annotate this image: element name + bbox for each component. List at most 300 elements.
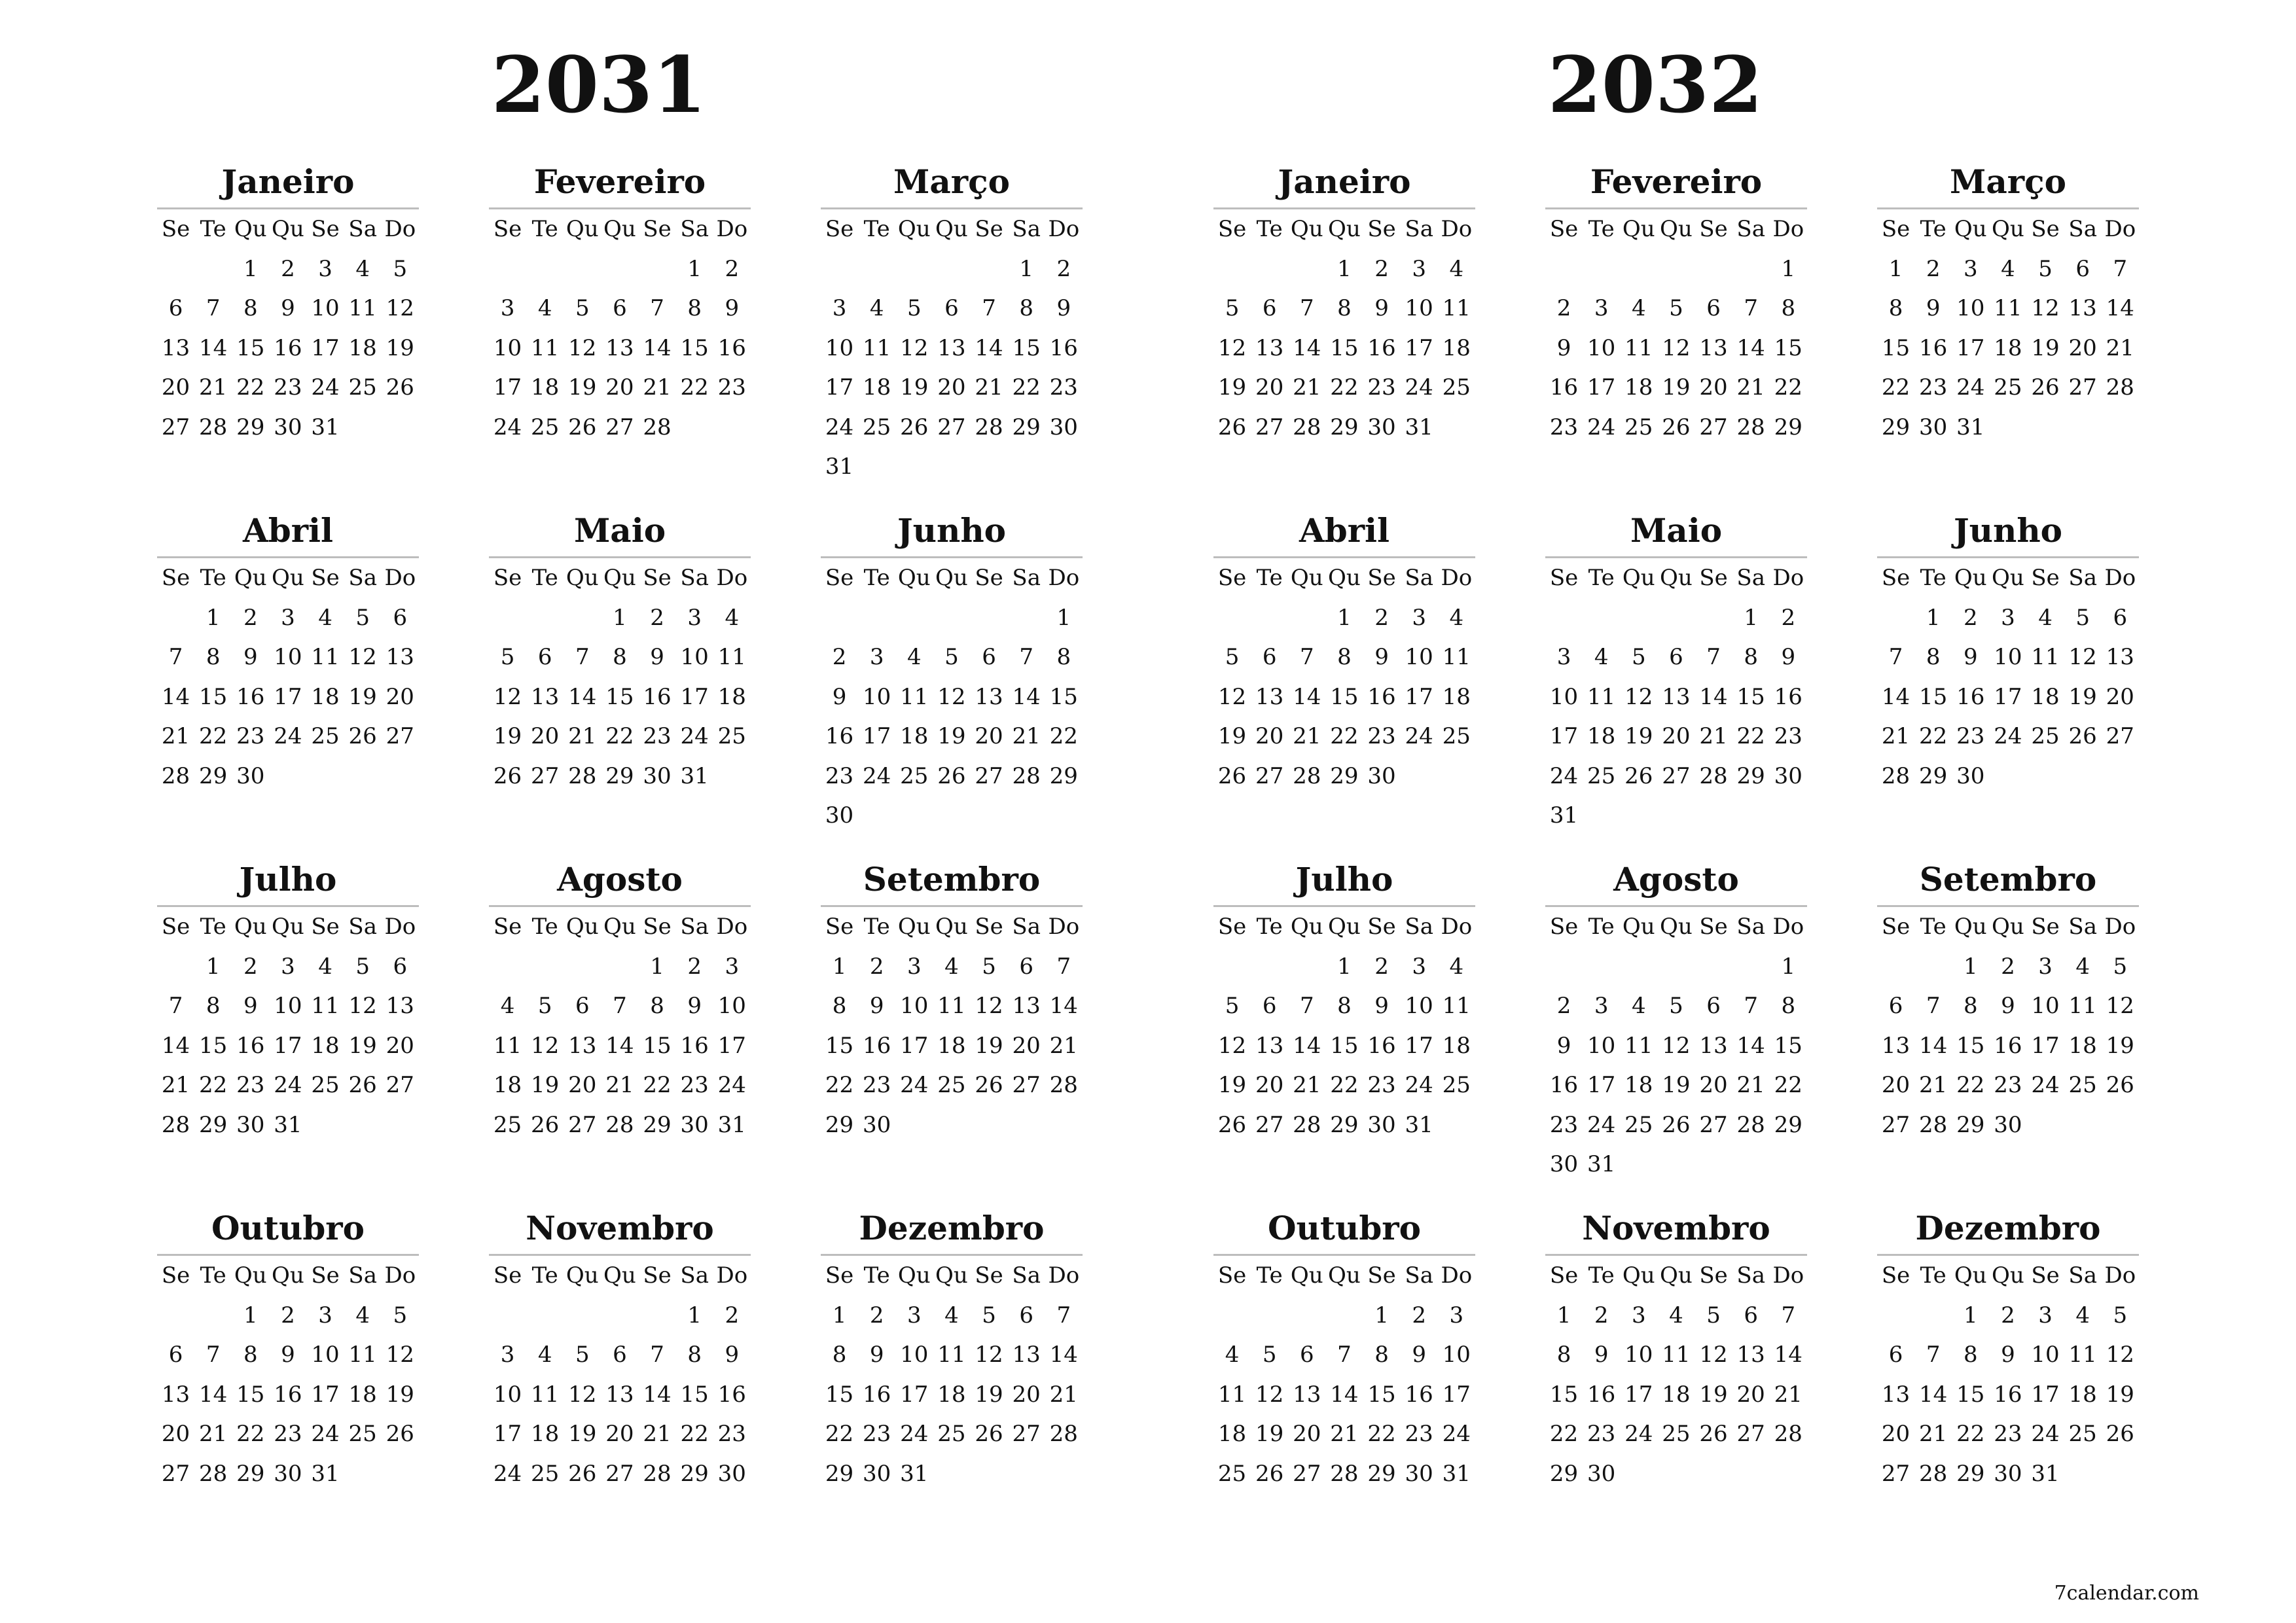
day-cell: 18 bbox=[1217, 1421, 1247, 1447]
day-cell: 7 bbox=[1926, 993, 1941, 1019]
weekday-label: Qu bbox=[1328, 1262, 1361, 1289]
day-cell: 4 bbox=[944, 953, 959, 980]
day-cell: 22 bbox=[825, 1421, 854, 1447]
weekday-label: Qu bbox=[603, 565, 636, 591]
weekday-label: Se bbox=[493, 565, 522, 591]
month-name: Fevereiro bbox=[1590, 162, 1763, 201]
day-cell: 20 bbox=[1699, 1072, 1728, 1098]
day-cell: 28 bbox=[975, 414, 1003, 440]
weekday-label: Do bbox=[1048, 216, 1080, 242]
day-cell: 21 bbox=[1736, 374, 1765, 401]
day-cell: 31 bbox=[825, 454, 854, 480]
weekday-label: Te bbox=[1588, 914, 1615, 940]
month-grid bbox=[157, 558, 419, 796]
day-cell: 21 bbox=[1774, 1381, 1803, 1408]
empty-cell bbox=[1288, 947, 1325, 987]
day-cell: 27 bbox=[605, 414, 634, 440]
day-cell: 16 bbox=[1994, 1032, 2022, 1059]
day-cell: 11 bbox=[1442, 993, 1471, 1019]
day-cell: 21 bbox=[1919, 1072, 1948, 1098]
day-cell: 22 bbox=[1367, 1421, 1396, 1447]
day-cell: 18 bbox=[900, 723, 929, 749]
weekday-label: Qu bbox=[1290, 565, 1323, 591]
day-cell: 24 bbox=[1587, 414, 1616, 440]
day-cell: 15 bbox=[1012, 334, 1041, 361]
month-name: Junho bbox=[897, 511, 1007, 550]
month-grid bbox=[1545, 907, 1807, 1185]
day-cell: 7 bbox=[650, 1342, 664, 1368]
day-cell: 17 bbox=[1956, 334, 1985, 361]
day-cell: 18 bbox=[1662, 1381, 1691, 1408]
day-cell: 5 bbox=[982, 1302, 996, 1329]
weekday-label: Qu bbox=[603, 914, 636, 940]
day-cell: 22 bbox=[1049, 723, 1078, 749]
day-cell: 1 bbox=[1781, 255, 1796, 282]
day-cell: 17 bbox=[680, 683, 709, 710]
day-cell: 27 bbox=[531, 762, 560, 789]
day-cell: 23 bbox=[1919, 374, 1948, 401]
empty-cell bbox=[1583, 947, 1620, 987]
day-cell: 3 bbox=[832, 295, 847, 321]
day-cell: 5 bbox=[1631, 644, 1646, 670]
month-name: Fevereiro bbox=[533, 162, 706, 201]
day-cell: 2 bbox=[725, 255, 740, 282]
day-cell: 22 bbox=[825, 1072, 854, 1098]
month-grid bbox=[1545, 558, 1807, 836]
day-cell: 2 bbox=[725, 1302, 740, 1329]
weekday-label: Se bbox=[1699, 1262, 1728, 1289]
day-cell: 15 bbox=[1367, 1381, 1396, 1408]
weekday-label: Qu bbox=[1328, 565, 1361, 591]
day-cell: 28 bbox=[568, 762, 597, 789]
month-grid bbox=[821, 1256, 1083, 1493]
day-cell: 6 bbox=[1262, 295, 1277, 321]
day-cell: 15 bbox=[1049, 683, 1078, 710]
day-cell: 26 bbox=[975, 1421, 1003, 1447]
weekday-label: Qu bbox=[1660, 565, 1693, 591]
day-cell: 3 bbox=[1449, 1302, 1464, 1329]
day-cell: 16 bbox=[1367, 334, 1396, 361]
day-cell: 29 bbox=[605, 762, 634, 789]
day-cell: 16 bbox=[825, 723, 854, 749]
day-cell: 22 bbox=[1774, 1072, 1803, 1098]
day-cell: 16 bbox=[274, 334, 302, 361]
day-cell: 27 bbox=[937, 414, 966, 440]
day-cell: 6 bbox=[944, 295, 959, 321]
weekday-label: Te bbox=[1920, 216, 1946, 242]
day-cell: 20 bbox=[1699, 374, 1728, 401]
day-cell: 2 bbox=[2001, 1302, 2015, 1329]
day-cell: 21 bbox=[1919, 1421, 1948, 1447]
day-cell: 12 bbox=[1255, 1381, 1284, 1408]
day-cell: 5 bbox=[2113, 1302, 2128, 1329]
empty-cell bbox=[1583, 249, 1620, 289]
day-cell: 20 bbox=[1881, 1421, 1910, 1447]
month-outubro bbox=[157, 1207, 419, 1493]
empty-cell bbox=[895, 598, 933, 638]
day-cell: 11 bbox=[900, 683, 929, 710]
day-cell: 4 bbox=[2001, 255, 2015, 282]
day-cell: 17 bbox=[1994, 683, 2022, 710]
day-cell: 5 bbox=[1262, 1342, 1277, 1368]
day-cell: 28 bbox=[199, 414, 228, 440]
day-cell: 21 bbox=[199, 1421, 228, 1447]
day-cell: 23 bbox=[863, 1072, 891, 1098]
day-cell: 2 bbox=[1926, 255, 1941, 282]
day-cell: 23 bbox=[274, 374, 302, 401]
day-cell: 10 bbox=[680, 644, 709, 670]
day-cell: 1 bbox=[1019, 255, 1033, 282]
month-agosto bbox=[489, 858, 751, 1145]
weekday-label: Qu bbox=[1954, 914, 1987, 940]
day-cell: 19 bbox=[900, 374, 929, 401]
day-cell: 28 bbox=[1736, 1111, 1765, 1138]
empty-cell bbox=[1732, 249, 1770, 289]
day-cell: 31 bbox=[717, 1111, 746, 1138]
day-cell: 11 bbox=[311, 993, 340, 1019]
day-cell: 27 bbox=[2068, 374, 2097, 401]
day-cell: 5 bbox=[1669, 993, 1683, 1019]
day-cell: 21 bbox=[161, 723, 190, 749]
day-cell: 6 bbox=[1888, 1342, 1903, 1368]
day-cell: 24 bbox=[274, 723, 302, 749]
day-cell: 4 bbox=[1449, 953, 1464, 980]
day-cell: 26 bbox=[531, 1111, 560, 1138]
day-cell: 28 bbox=[1293, 414, 1321, 440]
day-cell: 24 bbox=[1587, 1111, 1616, 1138]
weekday-label: Se bbox=[1367, 914, 1396, 940]
weekday-label: Se bbox=[1549, 1262, 1579, 1289]
weekday-label: Se bbox=[1881, 565, 1910, 591]
empty-cell bbox=[1914, 1296, 1952, 1336]
day-cell: 11 bbox=[1662, 1342, 1691, 1368]
day-cell: 9 bbox=[1781, 644, 1796, 670]
day-cell: 10 bbox=[311, 1342, 340, 1368]
month-janeiro bbox=[157, 160, 419, 447]
day-cell: 24 bbox=[274, 1072, 302, 1098]
day-cell: 23 bbox=[1367, 723, 1396, 749]
weekday-label: Se bbox=[493, 216, 522, 242]
day-cell: 19 bbox=[1662, 1072, 1691, 1098]
day-cell: 9 bbox=[832, 683, 847, 710]
weekday-label: Sa bbox=[2068, 216, 2097, 242]
day-cell: 25 bbox=[1662, 1421, 1691, 1447]
weekday-label: Se bbox=[1549, 216, 1579, 242]
weekday-label: Se bbox=[311, 914, 340, 940]
month-julho bbox=[157, 858, 419, 1145]
day-cell: 29 bbox=[199, 1111, 228, 1138]
day-cell: 16 bbox=[274, 1381, 302, 1408]
day-cell: 20 bbox=[1881, 1072, 1910, 1098]
weekday-label: Qu bbox=[1992, 1262, 2024, 1289]
empty-cell bbox=[157, 249, 194, 289]
day-cell: 24 bbox=[2031, 1421, 2060, 1447]
month-grid bbox=[489, 907, 751, 1145]
month-name: Julho bbox=[1295, 860, 1393, 899]
day-cell: 2 bbox=[1963, 604, 1978, 631]
weekday-label: Te bbox=[200, 1262, 226, 1289]
day-cell: 30 bbox=[1956, 762, 1985, 789]
weekday-label: Qu bbox=[935, 565, 968, 591]
day-cell: 5 bbox=[2113, 953, 2128, 980]
day-cell: 23 bbox=[680, 1072, 709, 1098]
weekday-label: Do bbox=[716, 1262, 748, 1289]
day-cell: 29 bbox=[1330, 762, 1359, 789]
day-cell: 5 bbox=[1225, 644, 1240, 670]
weekday-label: Se bbox=[975, 565, 1003, 591]
day-cell: 11 bbox=[863, 334, 891, 361]
day-cell: 17 bbox=[274, 683, 302, 710]
day-cell: 23 bbox=[1367, 1072, 1396, 1098]
day-cell: 7 bbox=[1781, 1302, 1796, 1329]
weekday-label: Qu bbox=[935, 914, 968, 940]
weekday-label: Qu bbox=[1328, 914, 1361, 940]
weekday-label: Te bbox=[863, 565, 890, 591]
day-cell: 3 bbox=[2001, 604, 2015, 631]
day-cell: 16 bbox=[1919, 334, 1948, 361]
day-cell: 2 bbox=[1781, 604, 1796, 631]
day-cell: 10 bbox=[2031, 1342, 2060, 1368]
day-cell: 5 bbox=[537, 993, 552, 1019]
day-cell: 17 bbox=[1405, 1032, 1433, 1059]
empty-cell bbox=[601, 249, 638, 289]
day-cell: 31 bbox=[311, 1460, 340, 1487]
day-cell: 11 bbox=[1624, 1032, 1653, 1059]
day-cell: 1 bbox=[832, 953, 847, 980]
empty-cell bbox=[971, 249, 1008, 289]
day-cell: 10 bbox=[1956, 295, 1985, 321]
day-cell: 30 bbox=[825, 802, 854, 829]
day-cell: 26 bbox=[1662, 414, 1691, 440]
day-cell: 25 bbox=[717, 723, 746, 749]
day-cell: 8 bbox=[1963, 1342, 1978, 1368]
day-cell: 22 bbox=[1330, 1072, 1359, 1098]
day-cell: 26 bbox=[348, 723, 377, 749]
weekday-label: Qu bbox=[1992, 216, 2024, 242]
day-cell: 13 bbox=[2068, 295, 2097, 321]
month-setembro bbox=[821, 858, 1083, 1145]
day-cell: 7 bbox=[650, 295, 664, 321]
day-cell: 12 bbox=[1624, 683, 1653, 710]
year-title: 2031 bbox=[491, 39, 707, 130]
day-cell: 24 bbox=[717, 1072, 746, 1098]
weekday-label: Qu bbox=[272, 914, 304, 940]
weekday-label: Se bbox=[1699, 216, 1728, 242]
day-cell: 14 bbox=[1293, 1032, 1321, 1059]
weekday-label: Te bbox=[1256, 216, 1283, 242]
day-cell: 20 bbox=[975, 723, 1003, 749]
day-cell: 26 bbox=[900, 414, 929, 440]
day-cell: 15 bbox=[1330, 683, 1359, 710]
day-cell: 24 bbox=[900, 1421, 929, 1447]
day-cell: 11 bbox=[2031, 644, 2060, 670]
day-cell: 17 bbox=[493, 1421, 522, 1447]
day-cell: 6 bbox=[2075, 255, 2090, 282]
day-cell: 8 bbox=[1926, 644, 1941, 670]
day-cell: 28 bbox=[199, 1460, 228, 1487]
day-cell: 10 bbox=[493, 334, 522, 361]
empty-cell bbox=[1251, 947, 1288, 987]
day-cell: 27 bbox=[568, 1111, 597, 1138]
day-cell: 24 bbox=[1994, 723, 2022, 749]
day-cell: 13 bbox=[1699, 334, 1728, 361]
day-cell: 6 bbox=[1669, 644, 1683, 670]
day-cell: 7 bbox=[1888, 644, 1903, 670]
day-cell: 4 bbox=[318, 953, 332, 980]
day-cell: 27 bbox=[1662, 762, 1691, 789]
day-cell: 5 bbox=[1706, 1302, 1721, 1329]
day-cell: 29 bbox=[680, 1460, 709, 1487]
weekday-label: Qu bbox=[603, 1262, 636, 1289]
month-abril bbox=[157, 509, 419, 796]
day-cell: 21 bbox=[643, 374, 672, 401]
weekday-label: Qu bbox=[897, 1262, 931, 1289]
day-cell: 9 bbox=[2001, 993, 2015, 1019]
day-cell: 3 bbox=[1412, 953, 1426, 980]
day-cell: 30 bbox=[236, 1111, 265, 1138]
day-cell: 30 bbox=[1367, 1111, 1396, 1138]
day-cell: 8 bbox=[1781, 993, 1796, 1019]
weekday-label: Se bbox=[643, 216, 672, 242]
weekday-label: Qu bbox=[935, 1262, 968, 1289]
day-cell: 28 bbox=[1774, 1421, 1803, 1447]
day-cell: 20 bbox=[161, 1421, 190, 1447]
day-cell: 19 bbox=[1217, 723, 1247, 749]
empty-cell bbox=[564, 598, 601, 638]
day-cell: 22 bbox=[1956, 1421, 1985, 1447]
day-cell: 16 bbox=[1049, 334, 1078, 361]
day-cell: 4 bbox=[725, 604, 740, 631]
day-cell: 31 bbox=[900, 1460, 929, 1487]
day-cell: 12 bbox=[1662, 334, 1691, 361]
day-cell: 18 bbox=[1587, 723, 1616, 749]
day-cell: 7 bbox=[1926, 1342, 1941, 1368]
day-cell: 20 bbox=[531, 723, 560, 749]
day-cell: 9 bbox=[1963, 644, 1978, 670]
day-cell: 25 bbox=[900, 762, 929, 789]
day-cell: 31 bbox=[274, 1111, 302, 1138]
day-cell: 8 bbox=[1374, 1342, 1389, 1368]
day-cell: 6 bbox=[1706, 993, 1721, 1019]
day-cell: 10 bbox=[311, 295, 340, 321]
weekday-label: Te bbox=[1256, 1262, 1283, 1289]
day-cell: 7 bbox=[168, 993, 183, 1019]
day-cell: 18 bbox=[937, 1032, 966, 1059]
day-cell: 26 bbox=[2106, 1072, 2134, 1098]
day-cell: 3 bbox=[906, 953, 922, 980]
day-cell: 6 bbox=[982, 644, 996, 670]
day-cell: 26 bbox=[1217, 762, 1247, 789]
day-cell: 28 bbox=[1330, 1460, 1359, 1487]
empty-cell bbox=[1732, 947, 1770, 987]
month-novembro bbox=[489, 1207, 751, 1493]
day-cell: 16 bbox=[1367, 1032, 1396, 1059]
day-cell: 19 bbox=[2106, 1381, 2134, 1408]
day-cell: 31 bbox=[1587, 1151, 1616, 1177]
day-cell: 3 bbox=[1594, 295, 1609, 321]
footer-credit: 7calendar.com bbox=[2054, 1582, 2199, 1605]
day-cell: 8 bbox=[206, 993, 221, 1019]
day-cell: 19 bbox=[531, 1072, 560, 1098]
day-cell: 4 bbox=[500, 993, 515, 1019]
day-cell: 8 bbox=[1337, 644, 1352, 670]
day-cell: 28 bbox=[643, 1460, 672, 1487]
empty-cell bbox=[1583, 598, 1620, 638]
day-cell: 14 bbox=[199, 334, 228, 361]
day-cell: 23 bbox=[863, 1421, 891, 1447]
day-cell: 26 bbox=[1217, 414, 1247, 440]
day-cell: 10 bbox=[274, 993, 302, 1019]
day-cell: 4 bbox=[537, 295, 552, 321]
day-cell: 2 bbox=[1556, 993, 1571, 1019]
weekday-label: Te bbox=[1588, 565, 1615, 591]
day-cell: 5 bbox=[944, 644, 959, 670]
day-cell: 3 bbox=[1412, 255, 1426, 282]
day-cell: 20 bbox=[2106, 683, 2134, 710]
day-cell: 22 bbox=[643, 1072, 672, 1098]
empty-cell bbox=[526, 947, 564, 987]
day-cell: 6 bbox=[1262, 993, 1277, 1019]
day-cell: 11 bbox=[348, 1342, 377, 1368]
day-cell: 7 bbox=[575, 644, 590, 670]
empty-cell bbox=[1251, 1296, 1288, 1336]
day-cell: 14 bbox=[1881, 683, 1910, 710]
day-cell: 19 bbox=[1699, 1381, 1728, 1408]
weekday-label: Se bbox=[643, 914, 672, 940]
day-cell: 31 bbox=[311, 414, 340, 440]
day-cell: 9 bbox=[243, 993, 258, 1019]
month-fevereiro bbox=[1545, 160, 1807, 447]
day-cell: 22 bbox=[1330, 374, 1359, 401]
weekday-label: Se bbox=[975, 1262, 1003, 1289]
weekday-label: Sa bbox=[680, 914, 709, 940]
day-cell: 5 bbox=[2038, 255, 2053, 282]
day-cell: 30 bbox=[680, 1111, 709, 1138]
day-cell: 8 bbox=[243, 295, 258, 321]
weekday-label: Do bbox=[1441, 914, 1473, 940]
day-cell: 24 bbox=[1405, 374, 1433, 401]
month-grid bbox=[489, 558, 751, 796]
day-cell: 27 bbox=[161, 1460, 190, 1487]
day-cell: 7 bbox=[1744, 993, 1758, 1019]
day-cell: 5 bbox=[575, 1342, 590, 1368]
day-cell: 20 bbox=[2068, 334, 2097, 361]
day-cell: 2 bbox=[869, 953, 884, 980]
day-cell: 8 bbox=[687, 1342, 702, 1368]
month-name: Maio bbox=[573, 511, 666, 550]
weekday-label: Te bbox=[1920, 914, 1946, 940]
day-cell: 2 bbox=[281, 255, 295, 282]
weekday-label: Qu bbox=[272, 216, 304, 242]
weekday-label: Qu bbox=[1290, 1262, 1323, 1289]
day-cell: 16 bbox=[1774, 683, 1803, 710]
day-cell: 23 bbox=[717, 1421, 746, 1447]
day-cell: 14 bbox=[643, 334, 672, 361]
day-cell: 17 bbox=[2031, 1381, 2060, 1408]
day-cell: 1 bbox=[1337, 953, 1352, 980]
day-cell: 11 bbox=[531, 334, 560, 361]
day-cell: 21 bbox=[1293, 374, 1321, 401]
day-cell: 2 bbox=[243, 604, 258, 631]
month-junho bbox=[1877, 509, 2139, 796]
weekday-label: Se bbox=[975, 216, 1003, 242]
day-cell: 25 bbox=[1624, 1111, 1653, 1138]
day-cell: 29 bbox=[1774, 414, 1803, 440]
day-cell: 24 bbox=[1405, 1072, 1433, 1098]
day-cell: 20 bbox=[605, 374, 634, 401]
empty-cell bbox=[157, 947, 194, 987]
day-cell: 15 bbox=[199, 1032, 228, 1059]
